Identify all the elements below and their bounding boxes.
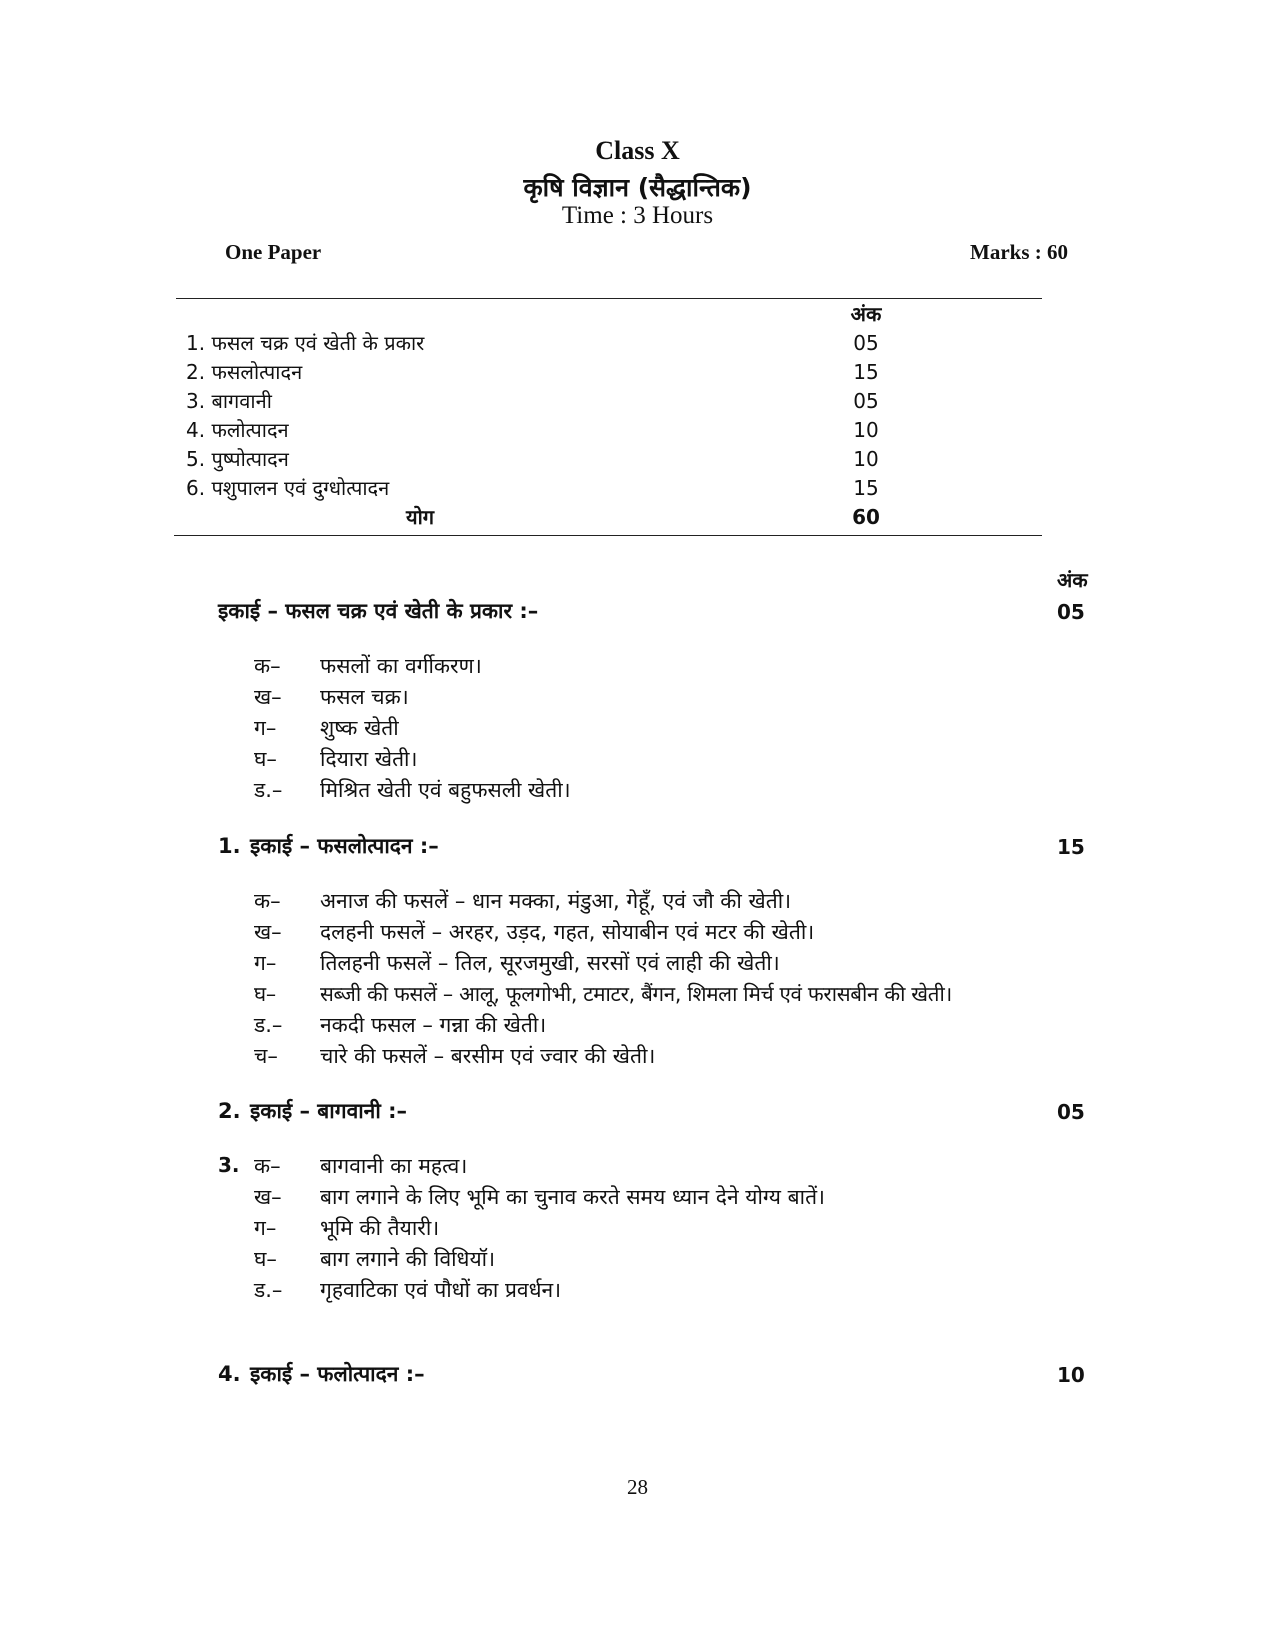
item-text: गृहवाटिका एवं पौधों का प्रवर्धन।: [320, 1278, 562, 1302]
item-letter: ख–: [254, 1185, 282, 1209]
list-number: 3.: [218, 1153, 240, 1177]
unit-marks: 05: [853, 389, 879, 413]
item-letter: ड.–: [254, 1013, 283, 1037]
item-text: दलहनी फसलें – अरहर, उड़द, गहत, सोयाबीन एवं मटर की खेती।: [320, 920, 815, 944]
item-text: अनाज की फसलें – धान मक्का, मंडुआ, गेहूँ, एवं जौ की खेती।: [320, 889, 792, 913]
item-letter: ड.–: [254, 778, 283, 802]
unit-title: इकाई – फसलोत्पादन :–: [250, 834, 439, 858]
unit-topic-list: [254, 1151, 825, 1306]
unit-heading-marks: 05: [1057, 1100, 1085, 1124]
unit-heading: इकाई – फसल चक्र एवं खेती के प्रकार :–: [218, 599, 539, 623]
total-marks: Marks : 60: [970, 240, 1068, 264]
unit-heading-marks: 15: [1057, 835, 1085, 859]
unit-marks: 05: [853, 331, 879, 355]
list-item: [254, 1151, 825, 1182]
unit-heading: [218, 1360, 425, 1388]
item-letter: ड.–: [254, 1278, 283, 1302]
list-item: [254, 1275, 825, 1306]
list-item: [254, 886, 952, 917]
item-text: मिश्रित खेती एवं बहुफसली खेती।: [320, 778, 571, 802]
item-text: चारे की फसलें – बरसीम एवं ज्वार की खेती।: [320, 1044, 656, 1068]
item-letter: ख–: [254, 685, 282, 709]
list-item: [254, 917, 952, 948]
table-row: [186, 444, 1042, 474]
unit-marks: 15: [853, 476, 879, 500]
unit-heading-marks: 05: [1057, 600, 1085, 624]
page-number: 28: [627, 1475, 648, 1499]
item-letter: घ–: [254, 747, 277, 771]
unit-heading: [218, 832, 439, 860]
unit-heading: [218, 1097, 407, 1125]
table-total-row: [186, 502, 1042, 532]
item-text: बाग लगाने की विधियॉ।: [320, 1247, 496, 1271]
unit-marks: 10: [853, 418, 879, 442]
unit-title: इकाई – बागवानी :–: [250, 1099, 407, 1123]
item-text: बागवानी का महत्व।: [320, 1154, 468, 1178]
item-letter: घ–: [254, 982, 276, 1006]
item-text: शुष्क खेती: [320, 716, 399, 740]
item-letter: च–: [254, 1044, 278, 1068]
unit-label: 5. पुष्पोत्पादन: [186, 447, 289, 471]
unit-number: 2.: [218, 1099, 241, 1123]
item-letter: ग–: [254, 716, 277, 740]
unit-label: 4. फलोत्पादन: [186, 418, 289, 442]
item-text: भूमि की तैयारी।: [320, 1216, 440, 1240]
table-row: [186, 328, 1042, 358]
exam-time: Time : 3 Hours: [561, 202, 714, 229]
list-item: [254, 979, 952, 1010]
unit-topic-list: [254, 886, 952, 1072]
unit-topic-list: [254, 651, 571, 806]
marks-column-label: अंक: [1057, 568, 1088, 592]
item-letter: क–: [254, 654, 281, 678]
table-row: [186, 473, 1042, 503]
item-letter: घ–: [254, 1247, 277, 1271]
subject-title: कृषि विज्ञान (सैद्धान्तिक): [523, 173, 752, 202]
list-item: [254, 682, 571, 713]
list-item: [254, 1244, 825, 1275]
unit-marks: 15: [853, 360, 879, 384]
item-letter: क–: [254, 1154, 281, 1178]
table-row: [186, 386, 1042, 416]
table-bottom-rule: [174, 535, 1042, 536]
item-letter: ग–: [254, 951, 277, 975]
list-item: [254, 744, 571, 775]
table-header-row: [186, 299, 1042, 329]
total-value: 60: [852, 505, 880, 529]
list-item: [254, 713, 571, 744]
unit-label: 1. फसल चक्र एवं खेती के प्रकार: [186, 331, 425, 355]
marks-column-header: अंक: [850, 302, 882, 326]
item-text: फसल चक्र।: [320, 685, 409, 709]
list-item: [254, 1213, 825, 1244]
unit-label: 6. पशुपालन एवं दुग्धोत्पादन: [186, 476, 390, 500]
item-text: सब्जी की फसलें – आलू, फूलगोभी, टमाटर, बैंगन, शिमला मिर्च एवं फरासबीन की खेती।: [320, 982, 952, 1006]
table-row: [186, 415, 1042, 445]
item-letter: ख–: [254, 920, 282, 944]
unit-heading-marks: 10: [1057, 1363, 1085, 1387]
unit-number: 4.: [218, 1362, 241, 1386]
list-item: [254, 948, 952, 979]
item-letter: क–: [254, 889, 281, 913]
marks-summary-table: [186, 298, 1042, 538]
item-text: फसलों का वर्गीकरण।: [320, 654, 482, 678]
class-title: Class X: [595, 136, 680, 165]
unit-label: 3. बागवानी: [186, 389, 272, 413]
unit-title: इकाई – फलोत्पादन :–: [250, 1362, 425, 1386]
unit-number: 1.: [218, 834, 241, 858]
unit-marks: 10: [853, 447, 879, 471]
list-item: [254, 1182, 825, 1213]
item-text: दियारा खेती।: [320, 747, 418, 771]
list-item: [254, 1010, 952, 1041]
list-item: [254, 651, 571, 682]
item-text: नकदी फसल – गन्ना की खेती।: [320, 1013, 547, 1037]
paper-count: One Paper: [225, 240, 322, 264]
item-letter: ग–: [254, 1216, 277, 1240]
total-label: योग: [406, 505, 435, 529]
unit-label: 2. फसलोत्पादन: [186, 360, 303, 384]
list-item: [254, 775, 571, 806]
item-text: तिलहनी फसलें – तिल, सूरजमुखी, सरसों एवं लाही की खेती।: [320, 951, 780, 975]
table-row: [186, 357, 1042, 387]
list-item: [254, 1041, 952, 1072]
item-text: बाग लगाने के लिए भूमि का चुनाव करते समय ध्यान देने योग्य बातें।: [320, 1185, 826, 1209]
